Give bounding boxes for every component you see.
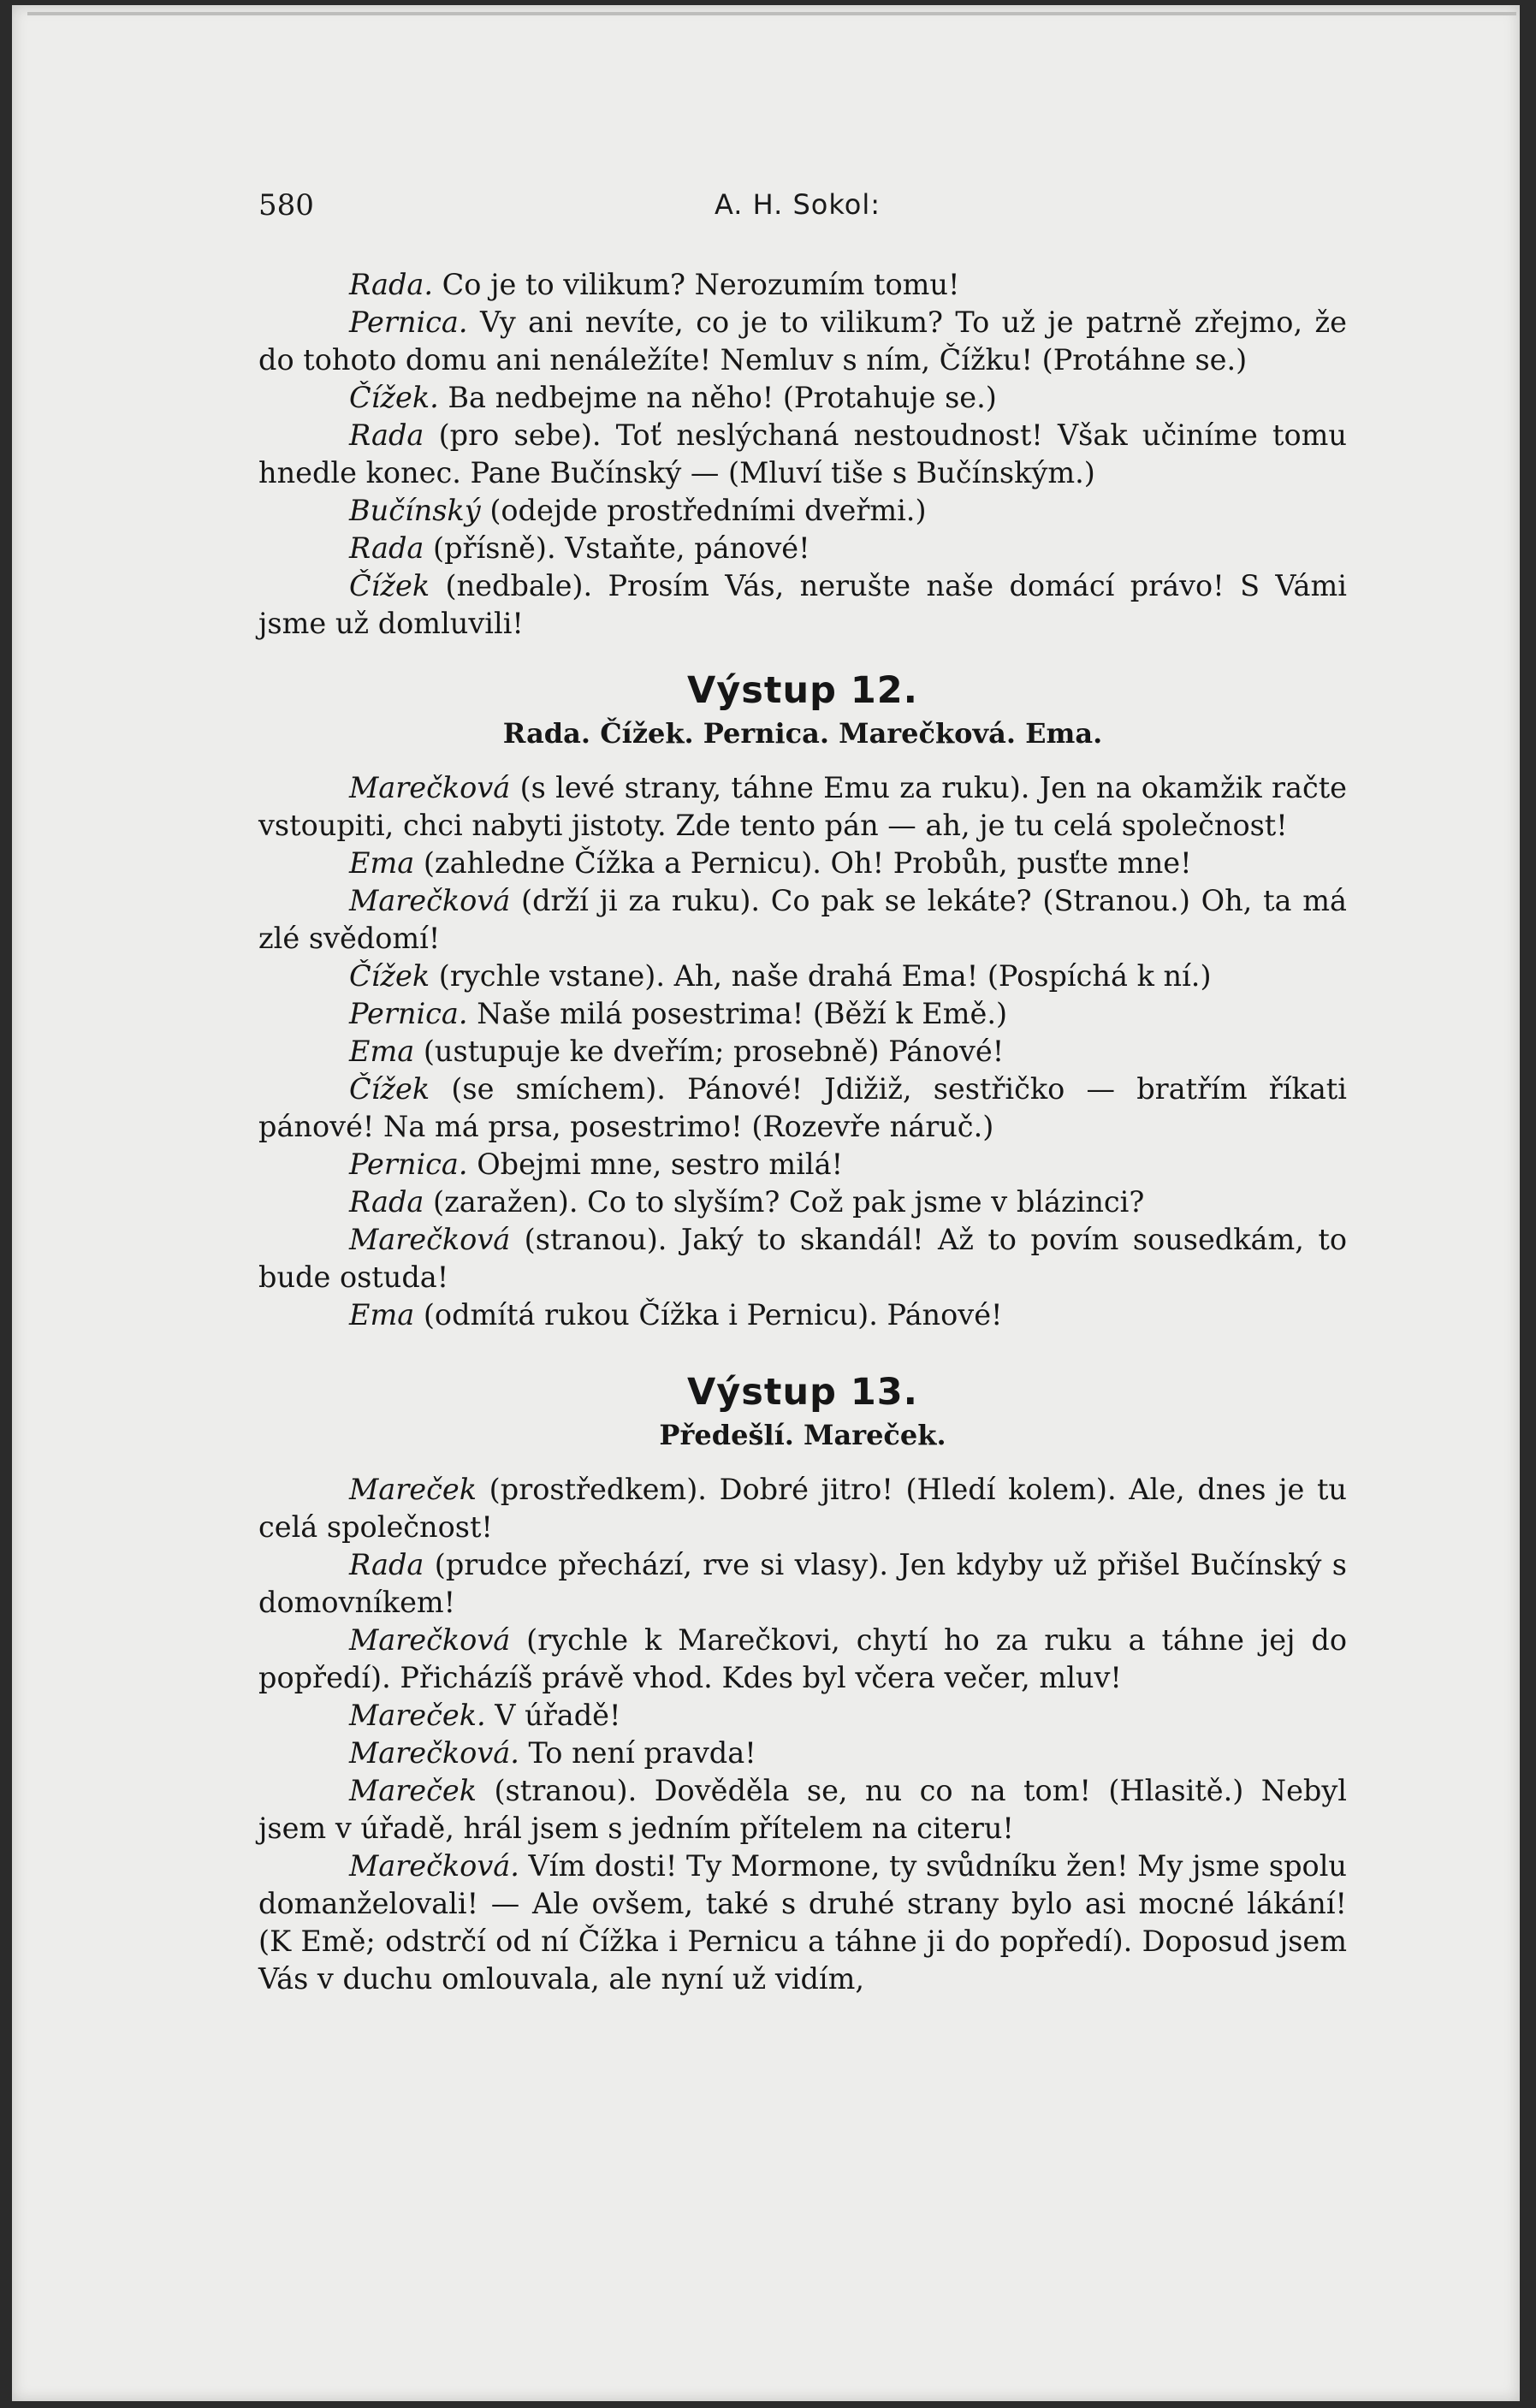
speaker-name: Marečková.	[349, 1849, 519, 1883]
dialogue-text: (s levé strany, táhne Emu za ruku). Jen na okamžik račte vstoupiti, chci nabyti jistoty. Zde tento pán — ah, je tu celá společnost!	[258, 771, 1347, 842]
dialogue-paragraph	[258, 995, 1347, 1033]
speaker-name: Rada.	[349, 268, 434, 301]
dialogue-text: (nedbale). Prosím Vás, nerušte naše domácí právo! S Vámi jsme už domluvili!	[258, 569, 1347, 640]
dialogue-paragraph	[258, 882, 1347, 958]
page-header	[258, 188, 1337, 231]
dialogue-text: Vím dosti! Ty Mormone, ty svůdníku žen! My jsme spolu domanželovali! — Ale ovšem, také s druhé strany bylo asi mocné lákání! (K Emě; odstrčí od ní Čížka i Pernicu a táhne ji do popředí). Doposud jsem Vás v duchu omlouvala, ale nyní už vidím,	[258, 1849, 1347, 1996]
dialogue-text: Vy ani nevíte, co je to vilikum? To už je patrně zřejmo, že do tohoto domu ani nenáležíte! Nemluv s ním, Čížku! (Protáhne se.)	[258, 305, 1347, 377]
speaker-name: Ema	[349, 846, 415, 880]
speaker-name: Marečková	[349, 1623, 511, 1657]
dialogue-text: (rychle k Marečkovi, chytí ho za ruku a táhne jej do popředí). Přicházíš právě vhod. Kdes byl včera večer, mluv!	[258, 1623, 1347, 1694]
dialogue-paragraph	[258, 567, 1347, 643]
speaker-name: Čížek	[349, 1072, 430, 1106]
dialogue-text: Ba nedbejme na něho! (Protahuje se.)	[438, 381, 997, 414]
dialogue-text: V úřadě!	[485, 1699, 621, 1732]
dialogue-paragraph	[258, 958, 1347, 995]
dialogue-text: (zahledne Čížka a Pernicu). Oh! Probůh, pusťte mne!	[414, 846, 1192, 880]
dialogue-paragraph	[258, 1697, 1347, 1735]
speaker-name: Čížek	[349, 959, 430, 993]
cast-list: Rada. Čížek. Pernica. Marečková. Ema.	[502, 717, 1103, 750]
speaker-name: Ema	[349, 1298, 415, 1332]
speaker-name: Čížek.	[349, 381, 439, 414]
speaker-name: Mareček	[349, 1774, 477, 1807]
dialogue-paragraph	[258, 1848, 1347, 1998]
dialogue-text: (se smíchem). Pánové! Jdižiž, sestřičko — bratřím říkati pánové! Na má prsa, posestrimo! (Rozevře náruč.)	[258, 1072, 1347, 1143]
speaker-name: Rada	[349, 1185, 424, 1219]
speaker-name: Mareček	[349, 1473, 477, 1506]
dialogue-text: (stranou). Dověděla se, nu co na tom! (Hlasitě.) Nebyl jsem v úřadě, hrál jsem s jedním přítelem na citeru!	[258, 1774, 1347, 1845]
page-number: 580	[258, 188, 314, 222]
dialogue-text: (přísně). Vstaňte, pánové!	[424, 531, 810, 565]
dialogue-paragraph	[258, 304, 1347, 379]
dialogue-paragraph	[258, 492, 1347, 530]
speaker-name: Marečková	[349, 1223, 511, 1256]
dialogue-paragraph	[258, 1296, 1347, 1334]
dialogue-text: (ustupuje ke dveřím; prosebně) Pánové!	[414, 1035, 1005, 1068]
dialogue-text: (drží ji za ruku). Co pak se lekáte? (Stranou.) Oh, ta má zlé svědomí!	[258, 884, 1347, 955]
speaker-name: Pernica.	[349, 997, 468, 1030]
speaker-name: Rada	[349, 418, 424, 452]
speaker-name: Marečková.	[349, 1736, 519, 1770]
dialogue-text: (zaražen). Co to slyším? Což pak jsme v blázinci?	[424, 1185, 1145, 1219]
dialogue-paragraph	[258, 417, 1347, 492]
speaker-name: Pernica.	[349, 1148, 468, 1181]
speaker-name: Mareček.	[349, 1699, 486, 1732]
dialogue-paragraph	[258, 1735, 1347, 1772]
dialogue-text: (odmítá rukou Čížka i Pernicu). Pánové!	[414, 1298, 1003, 1332]
speaker-name: Pernica.	[349, 305, 468, 339]
speaker-name: Marečková	[349, 884, 511, 917]
dialogue-paragraph	[258, 769, 1347, 845]
dialogue-paragraph	[258, 1183, 1347, 1221]
dialogue-text: (pro sebe). Toť neslýchaná nestoudnost! Však učiníme tomu hnedle konec. Pane Bučínský — (Mluví tiše s Bučínským.)	[258, 418, 1347, 489]
dialogue-paragraph	[258, 1033, 1347, 1071]
dialogue-paragraph	[258, 266, 1347, 304]
dialogue-text: (stranou). Jaký to skandál! Až to povím sousedkám, to bude ostuda!	[258, 1223, 1347, 1294]
dialogue-paragraph	[258, 1546, 1347, 1622]
dialogue-text: (prudce přechází, rve si vlasy). Jen kdyby už přišel Bučínský s domovníkem!	[258, 1548, 1347, 1619]
speaker-name: Bučínský	[349, 494, 481, 527]
dialogue-paragraph	[258, 1772, 1347, 1848]
book-page	[12, 5, 1520, 2401]
running-title: A. H. Sokol:	[714, 188, 881, 221]
dialogue-text: Obejmi mne, sestro milá!	[467, 1148, 844, 1181]
dialogue-paragraph	[258, 1622, 1347, 1697]
dialogue-paragraph	[258, 1221, 1347, 1296]
dialogue-text: To není pravda!	[519, 1736, 756, 1770]
speaker-name: Čížek	[349, 569, 430, 602]
dialogue-text: (rychle vstane). Ah, naše drahá Ema! (Pospíchá k ní.)	[430, 959, 1212, 993]
cast-list: Předešlí. Mareček.	[659, 1419, 946, 1451]
speaker-name: Marečková	[349, 771, 511, 804]
speaker-name: Rada	[349, 1548, 424, 1581]
dialogue-paragraph	[258, 530, 1347, 567]
scene-heading: Výstup 12.	[687, 669, 918, 712]
speaker-name: Rada	[349, 531, 424, 565]
dialogue-paragraph	[258, 845, 1347, 882]
dialogue-text: (odejde prostředními dveřmi.)	[480, 494, 927, 527]
dialogue-text: Naše milá posestrima! (Běží k Emě.)	[467, 997, 1008, 1030]
page-top-edge	[27, 12, 1516, 15]
body-text	[258, 266, 1347, 1998]
dialogue-paragraph	[258, 1071, 1347, 1146]
dialogue-paragraph	[258, 1471, 1347, 1546]
dialogue-paragraph	[258, 379, 1347, 417]
speaker-name: Ema	[349, 1035, 415, 1068]
dialogue-text: (prostředkem). Dobré jitro! (Hledí kolem). Ale, dnes je tu celá společnost!	[258, 1473, 1347, 1544]
dialogue-text: Co je to vilikum? Nerozumím tomu!	[433, 268, 960, 301]
scene-heading: Výstup 13.	[687, 1371, 918, 1414]
dialogue-paragraph	[258, 1146, 1347, 1183]
